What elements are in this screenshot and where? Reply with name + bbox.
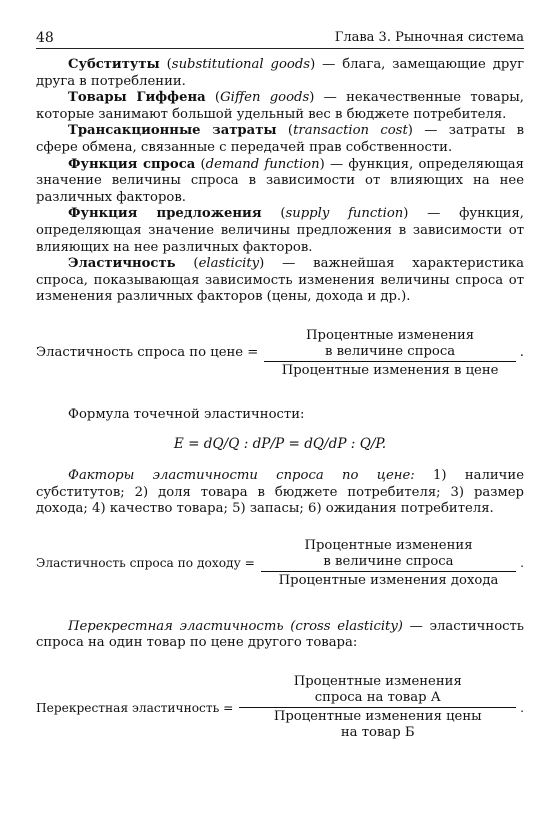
definition-term: Товары Гиффена: [68, 90, 206, 106]
numerator-line: в величине спроса: [325, 343, 456, 359]
formula-cross-elasticity: [36, 674, 524, 741]
chapter-title: Глава 3. Рыночная система: [334, 30, 524, 45]
cross-elasticity-definition: [36, 619, 524, 652]
numerator: [290, 674, 466, 707]
numerator-line: Процентные изменения: [304, 537, 473, 553]
definition-substitutes: Субституты (substitutional goods) — блага, замещающие друг друга в потреблении.: [36, 57, 524, 89]
denominator-line: Процентные изменения цены: [273, 709, 482, 725]
factors-text: 1) наличие субститутов; 2) доля товара в бюджете потребителя; 3) размер дохода; 4) качество товара; 5) запасы; 6) ожидания потребителя.: [36, 468, 524, 517]
numerator-line: в величине спроса: [323, 553, 454, 569]
numerator-line: Процентные изменения: [306, 327, 475, 343]
denominator: Процентные изменения дохода: [278, 572, 499, 588]
cross-lead: Перекрестная эластичность (cross elasticity): [68, 618, 403, 634]
definition-english: demand function: [205, 156, 320, 172]
definition-english: supply function: [285, 206, 404, 222]
definition-supply-function: Функция предложения (supply function) — функция, определяющая значение величины предложения в зависимости от влияющих на нее различных факторов.: [36, 206, 524, 255]
definition-term: Трансакционные затраты: [68, 123, 277, 139]
definition-english: transaction cost: [293, 123, 408, 139]
page-number: 48: [36, 30, 54, 46]
point-elasticity-formula: E = dQ/Q : dP/P = dQ/dP : Q/P.: [173, 435, 387, 452]
fraction: [264, 328, 515, 379]
point-elasticity-intro: Формула точечной эластичности:: [68, 406, 305, 422]
denominator-line: на товар Б: [340, 725, 415, 741]
definition-transaction: Трансакционные затраты (transaction cost) — затраты в сфере обмена, связанные с передачей прав собственности.: [36, 123, 525, 155]
cross-text: — эластичность спроса на один товар по цене другого товара:: [36, 618, 524, 651]
definition-english: substitutional goods: [171, 57, 311, 72]
elasticity-factors: [36, 468, 524, 518]
book-page: [36, 30, 524, 741]
formula-label: Перекрестная эластичность =: [36, 700, 234, 715]
definition-text: — функция, определяющая значение величины спроса в зависимости от влияющих на нее различных факторов.: [36, 156, 524, 205]
definition-term: Функция спроса: [68, 156, 196, 172]
definition-giffen: Товары Гиффена (Giffen goods) — некачественные товары, которые занимают большой удельный вес в бюджете потребителя.: [36, 90, 524, 122]
factors-lead: Факторы эластичности спроса по цене:: [68, 468, 415, 484]
definition-term: Субституты: [68, 57, 160, 72]
definition-term: Функция предложения: [68, 206, 262, 222]
definition-term: Эластичность: [68, 256, 176, 272]
denominator: Процентные изменения в цене: [281, 362, 499, 378]
definition-text: — блага, замещающие друг друга в потреблении.: [36, 57, 524, 89]
page-header: [36, 30, 524, 49]
numerator-line: Процентные изменения: [293, 674, 462, 690]
formula-end: .: [519, 345, 524, 361]
definition-english: Giffen goods: [220, 90, 310, 106]
definition-demand-function: Функция спроса (demand function) — функция, определяющая значение величины спроса в зависимости от влияющих на нее различных факторов.: [36, 156, 524, 205]
formula-label: Эластичность спроса по цене =: [36, 345, 259, 361]
fraction: [261, 538, 516, 589]
formula-income-elasticity: [36, 538, 524, 589]
numerator: [300, 538, 476, 571]
numerator-line: спроса на товар А: [314, 690, 441, 706]
denominator: [274, 708, 482, 741]
formula-label: Эластичность спроса по доходу =: [36, 556, 255, 571]
definition-english: elasticity: [198, 256, 260, 272]
fraction: [239, 674, 516, 741]
numerator: [302, 328, 478, 361]
formula-end: .: [520, 556, 524, 571]
definition-text: — некачественные товары, которые занимают большой удельный вес в бюджете потребителя.: [36, 90, 524, 122]
definition-text: — важнейшая характеристика спроса, показывающая зависимость изменения величины спроса от изменения различных факторов (цены, дохода и др.).: [36, 256, 524, 305]
definition-text: — затраты в сфере обмена, связанные с передачей прав собственности.: [36, 123, 525, 155]
formula-end: .: [520, 700, 524, 715]
definition-text: — функция, определяющая значение величины предложения в зависимости от влияющих на нее различных факторов.: [36, 206, 524, 255]
formula-price-elasticity: [36, 328, 524, 379]
definition-elasticity: Эластичность (elasticity) — важнейшая характеристика спроса, показывающая зависимость изменения величины спроса от изменения различных факторов (цены, дохода и др.).: [36, 256, 524, 305]
